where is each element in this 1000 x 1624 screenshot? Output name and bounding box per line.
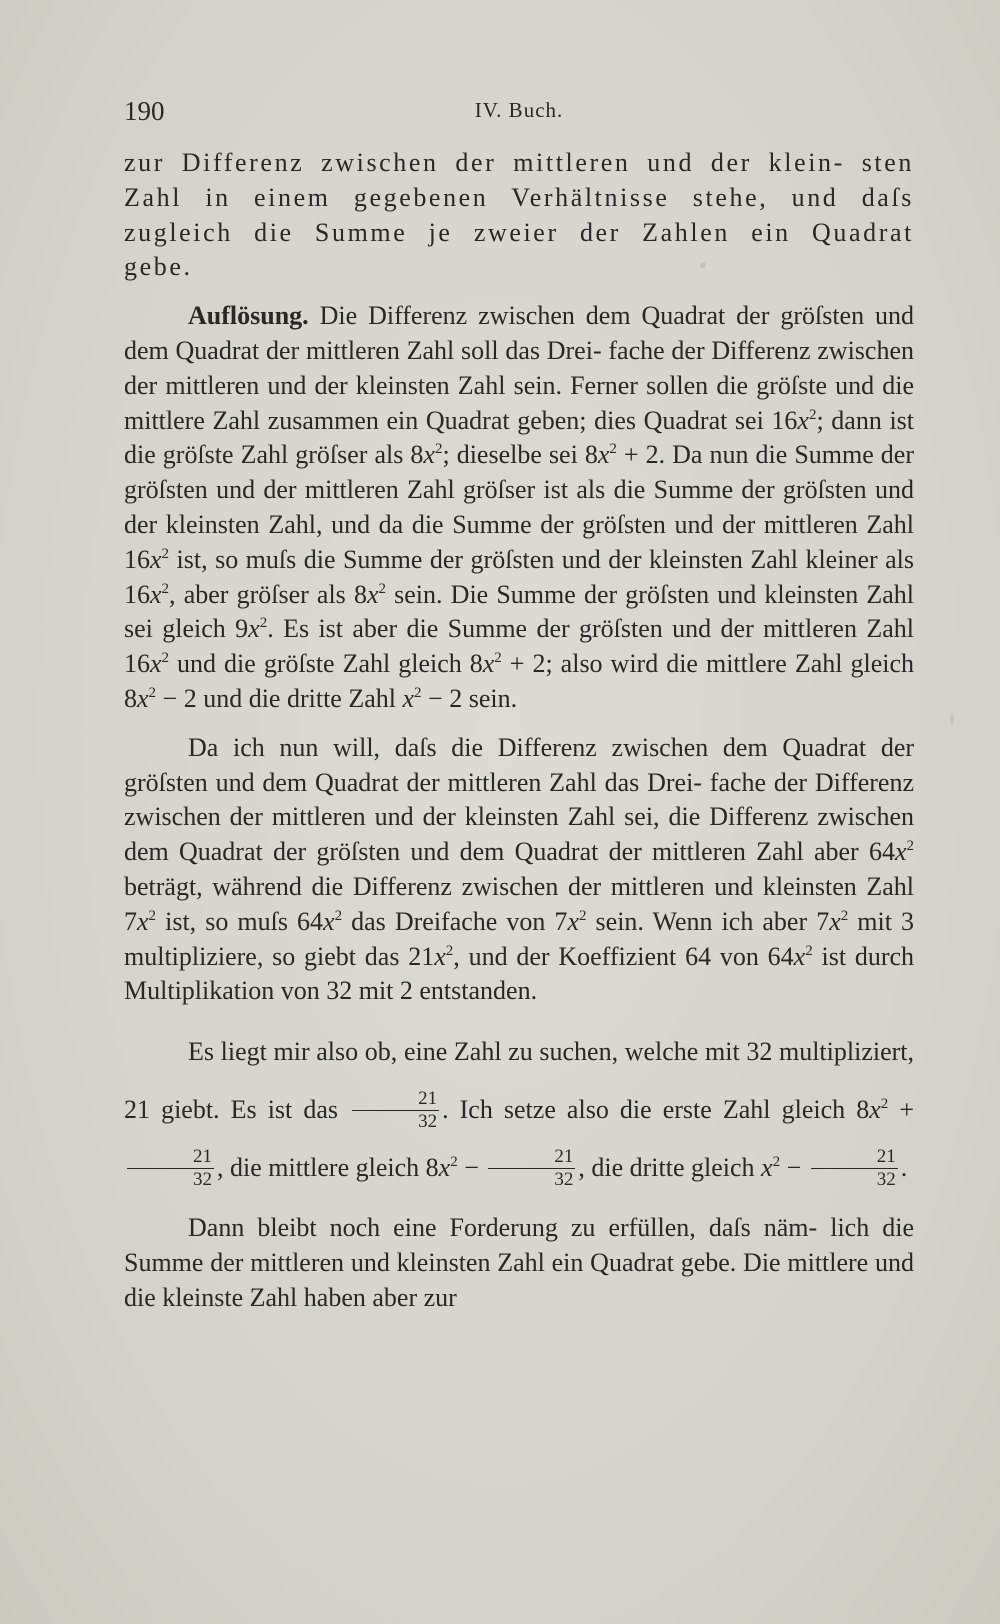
text-line: erste Zahl gleich $8x^2$ + $\frac{21}{32}$ , die mittlere gleich $8x^2$ − $\frac{21}{32}$ , die (124, 1095, 914, 1182)
text-line: gebe. Die mittlere und die kleinste Zahl haben aber zur (124, 1247, 914, 1312)
text-line: dritte gleich $x^2$ − $\frac{21}{32}$ . (629, 1146, 908, 1191)
text-line: lich die Summe der mittleren und kleinsten Zahl ein Quadrat (124, 1213, 915, 1277)
text-line: fache der Differenz zwischen der mittleren und der kleinsten (124, 767, 915, 832)
paragraph-4 (124, 1023, 914, 1197)
paragraph-2 (124, 299, 914, 717)
text-line: Es liegt mir also ob, eine Zahl zu suchen, welche mit (188, 1037, 740, 1067)
text-line: zusammen ein Quadrat geben; dies Quadrat sei $16x^2$; dann (267, 405, 882, 435)
text-line: Da ich nun will, daſs die Differenz zwischen dem Quadrat (188, 732, 867, 762)
text-line: gröſste Zahl gleich $8x^2 + 2$; also wird die mittlere Zahl gleich (263, 649, 914, 679)
text-line: Quadrat gebe. (124, 217, 914, 282)
page-header (124, 96, 914, 132)
fraction: $\frac{21}{32}$ (352, 1088, 439, 1133)
text-line: Zahl sei, die Differenz zwischen dem Quadrat der gröſsten und (124, 802, 915, 867)
text-line: $8x^2 - 2$ und die dritte Zahl $x^2 - 2$ sein. (124, 683, 518, 713)
text-line: die Summe der gröſsten und der mittleren Zahl $16x^2$ und die (124, 614, 914, 679)
fraction: $\frac{21}{32}$ (127, 1146, 214, 1191)
section-heading: Auflösung. (188, 301, 309, 331)
text-line: gröſser ist als die Summe der gröſsten und der kleinsten (124, 475, 914, 539)
paragraph-1 (124, 146, 914, 285)
text-line: daſs zugleich die Summe je zweier der Zahlen ein (124, 182, 914, 247)
text-line: 32 multipliziert, 21 giebt. Es ist das $\frac{21}{32}$ . Ich setze also die (124, 1037, 915, 1133)
page-body (124, 146, 914, 1316)
paragraph-3 (124, 731, 914, 1009)
text-line: Dann bleibt noch eine Forderung zu erfüllen, daſs näm- (188, 1213, 818, 1243)
page-number: 190 (124, 96, 165, 126)
text-line: ist, so muſs $64x^2$ das Dreifache von $7x^2$ sein. Wenn ich aber (165, 906, 808, 936)
running-head: IV. Buch. (474, 98, 564, 122)
text-line: Zahl kleiner als $16x^2$, aber gröſser als $8x^2$ sein. Die Summe (124, 544, 915, 609)
text-line: Da nun die Summe der gröſsten und der mittleren Zahl (124, 440, 914, 505)
text-line: sten Zahl in einem gegebenen Verhältnisse stehe, und (124, 148, 914, 212)
text-line: die Differenz zwischen der mittleren und kleinsten Zahl $7x^2$ (124, 871, 915, 936)
text-line: zur Differenz zwischen der mittleren und der klein- (124, 148, 845, 177)
fraction: $\frac{21}{32}$ (811, 1146, 898, 1191)
paper-speck (950, 714, 954, 724)
text-line: Zahl sein. Ferner sollen die gröſste und die mittlere Zahl (124, 370, 915, 435)
text-line: dem Quadrat der mittleren Zahl aber $64x^2$ beträgt, während (124, 837, 914, 901)
text-line: $7x^2$ mit 3 multipliziere, so giebt das $21x^2$, und der Koeffizient (124, 906, 915, 971)
text-line: $16x^2$ ist, so muſs die Summe der gröſsten und der kleinsten (124, 544, 743, 574)
text-line: 64 von $64x^2$ ist durch Multiplikation von 32 mit 2 entstanden. (124, 941, 915, 1006)
text-line: der gröſsten und kleinsten Zahl sei gleich $9x^2$. Es ist aber (124, 579, 915, 644)
text-line: der gröſsten und dem Quadrat der mittleren Zahl das Drei- (124, 732, 915, 797)
text-line: fache der Differenz zwischen der mittleren und der kleinsten (124, 335, 914, 400)
fraction: $\frac{21}{32}$ (488, 1146, 575, 1191)
text-line: Zahl, und da die Summe der gröſsten und der mittleren Zahl (268, 509, 915, 539)
text-line: Die Differenz zwischen dem Quadrat der (319, 301, 770, 331)
text-line: ist die gröſste Zahl gröſser als $8x^2$; dieselbe sei $8x^2 + 2$. (124, 405, 915, 470)
text-line: gröſsten und dem Quadrat der mittleren Zahl soll das Drei- (124, 301, 915, 365)
paragraph-5 (124, 1211, 914, 1315)
